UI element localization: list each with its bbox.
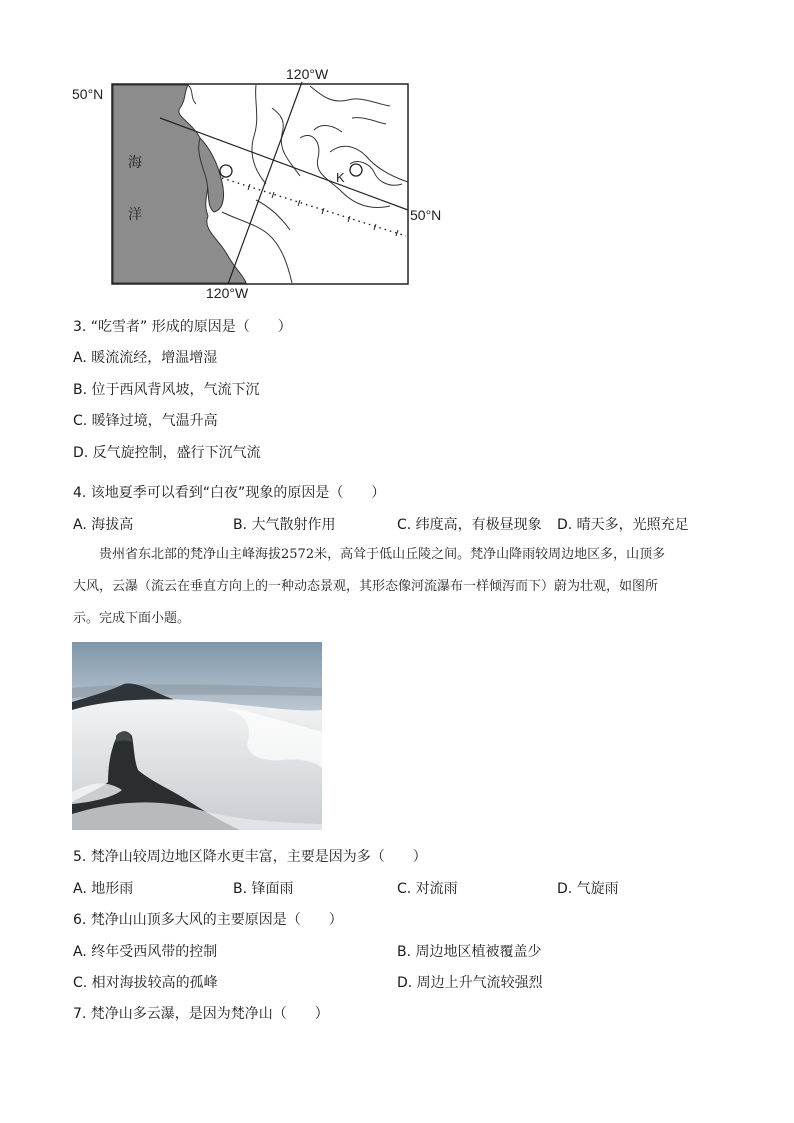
question-6-stem: 6. 梵净山山顶多大风的主要原因是（ ）	[73, 912, 343, 928]
lat-label-right: 50°N	[410, 207, 442, 223]
q3-option-a: A. 暖流流经，增温增湿	[73, 350, 218, 366]
lon-label-bottom: 120°W	[206, 285, 249, 301]
question-3-stem: 3. “吃雪者” 形成的原因是（ ）	[73, 319, 292, 335]
cloud-waterfall-photo	[72, 642, 322, 830]
q4-option-c: C. 纬度高，有极昼现象	[397, 517, 542, 533]
q6-option-b: B. 周边地区植被覆盖少	[397, 944, 542, 960]
q5-option-a: A. 地形雨	[73, 881, 134, 897]
question-4-stem: 4. 该地夏季可以看到“白夜”现象的原因是（ ）	[73, 485, 386, 501]
map-figure	[60, 60, 460, 300]
q3-option-b: B. 位于西风背风坡，气流下沉	[73, 382, 260, 398]
passage-line-1: 贵州省东北部的梵净山主峰海拔2572米，高耸于低山丘陵之间。梵净山降雨较周边地区多，山顶多	[99, 547, 666, 562]
q4-option-b: B. 大气散射作用	[233, 517, 336, 533]
city-marker	[220, 165, 232, 177]
q6-option-d: D. 周边上升气流较强烈	[397, 975, 543, 991]
q4-option-d: D. 晴天多，光照充足	[557, 517, 689, 533]
question-7-stem: 7. 梵净山多云瀑，是因为梵净山（ ）	[73, 1006, 329, 1022]
passage-line-2: 大风，云瀑（流云在垂直方向上的一种动态景观，其形态像河流瀑布一样倾泻而下）蔚为壮观，如图所	[73, 579, 659, 594]
ocean-label-1: 海	[128, 155, 142, 171]
q3-option-c: C. 暖锋过境，气温升高	[73, 413, 218, 429]
map-drawing	[60, 60, 460, 300]
question-5-stem: 5. 梵净山较周边地区降水更丰富，主要是因为多（ ）	[73, 849, 427, 865]
ocean-label-2: 洋	[128, 207, 142, 223]
q4-option-a: A. 海拔高	[73, 517, 134, 533]
point-k-label: K	[336, 170, 345, 185]
q5-option-d: D. 气旋雨	[557, 881, 619, 897]
lon-label-top: 120°W	[286, 66, 329, 82]
passage-line-3: 示。完成下面小题。	[73, 611, 191, 626]
q6-option-c: C. 相对海拔较高的孤峰	[73, 975, 218, 991]
q5-option-c: C. 对流雨	[397, 881, 458, 897]
q5-option-b: B. 锋面雨	[233, 881, 294, 897]
reading-passage	[73, 539, 713, 635]
q3-option-d: D. 反气旋控制，盛行下沉气流	[73, 445, 261, 461]
q6-option-a: A. 终年受西风带的控制	[73, 944, 218, 960]
lat-label-left: 50°N	[72, 86, 104, 102]
city-marker-k	[350, 164, 362, 176]
